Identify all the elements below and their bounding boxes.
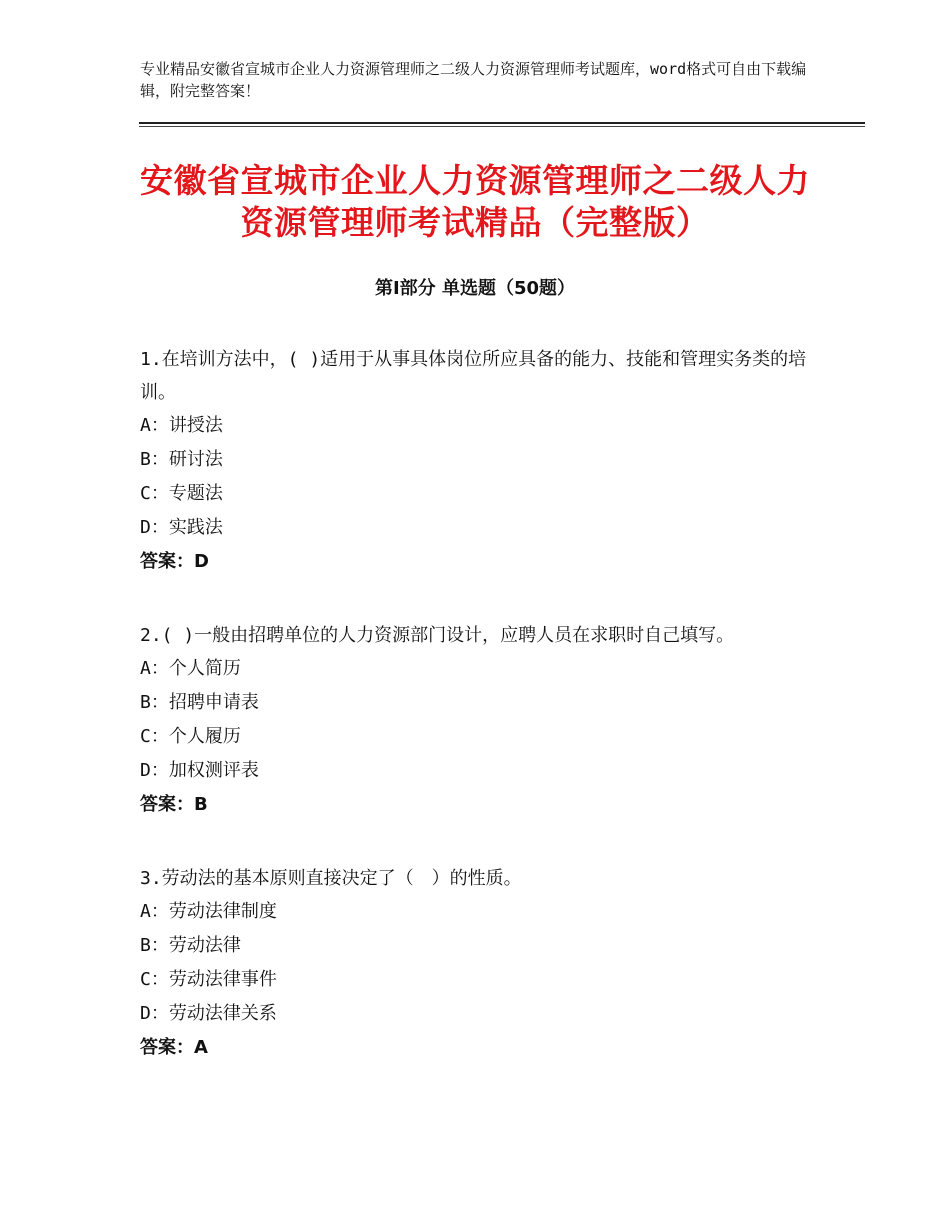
option-b: B：研讨法 [140, 449, 223, 470]
option-d: D：劳动法律关系 [140, 1003, 277, 1024]
question-list [140, 343, 820, 1105]
option-b: B：劳动法律 [140, 935, 241, 956]
header-divider-thick [139, 122, 865, 124]
option-d: D：加权测评表 [140, 760, 259, 781]
question-stem: 3.劳动法的基本原则直接决定了（ ）的性质。 [140, 868, 522, 889]
answer-label: 答案：D [140, 551, 209, 572]
question-item [140, 343, 820, 579]
option-c: C：专题法 [140, 483, 223, 504]
answer-label: 答案：A [140, 1037, 208, 1058]
option-b: B：招聘申请表 [140, 692, 259, 713]
question-stem: 1.在培训方法中，( )适用于从事具体岗位所应具备的能力、技能和管理实务类的培训。 [140, 349, 807, 403]
option-d: D：实践法 [140, 517, 223, 538]
document-title: 安徽省宣城市企业人力资源管理师之二级人力资源管理师考试精品（完整版） [140, 161, 810, 242]
option-a: A：劳动法律制度 [140, 901, 277, 922]
header-note: 专业精品安徽省宣城市企业人力资源管理师之二级人力资源管理师考试题库，word格式可自由下载编辑，附完整答案！ [140, 60, 807, 100]
question-item [140, 862, 820, 1065]
option-c: C：劳动法律事件 [140, 969, 277, 990]
header-divider-thin [139, 126, 865, 127]
answer-label: 答案：B [140, 794, 208, 815]
option-c: C：个人履历 [140, 726, 241, 747]
section-title: 第Ⅰ部分 单选题（50题） [374, 278, 575, 299]
option-a: A：讲授法 [140, 415, 223, 436]
option-a: A：个人简历 [140, 658, 241, 679]
question-item [140, 619, 820, 822]
question-stem: 2.( )一般由招聘单位的人力资源部门设计，应聘人员在求职时自己填写。 [140, 625, 735, 646]
